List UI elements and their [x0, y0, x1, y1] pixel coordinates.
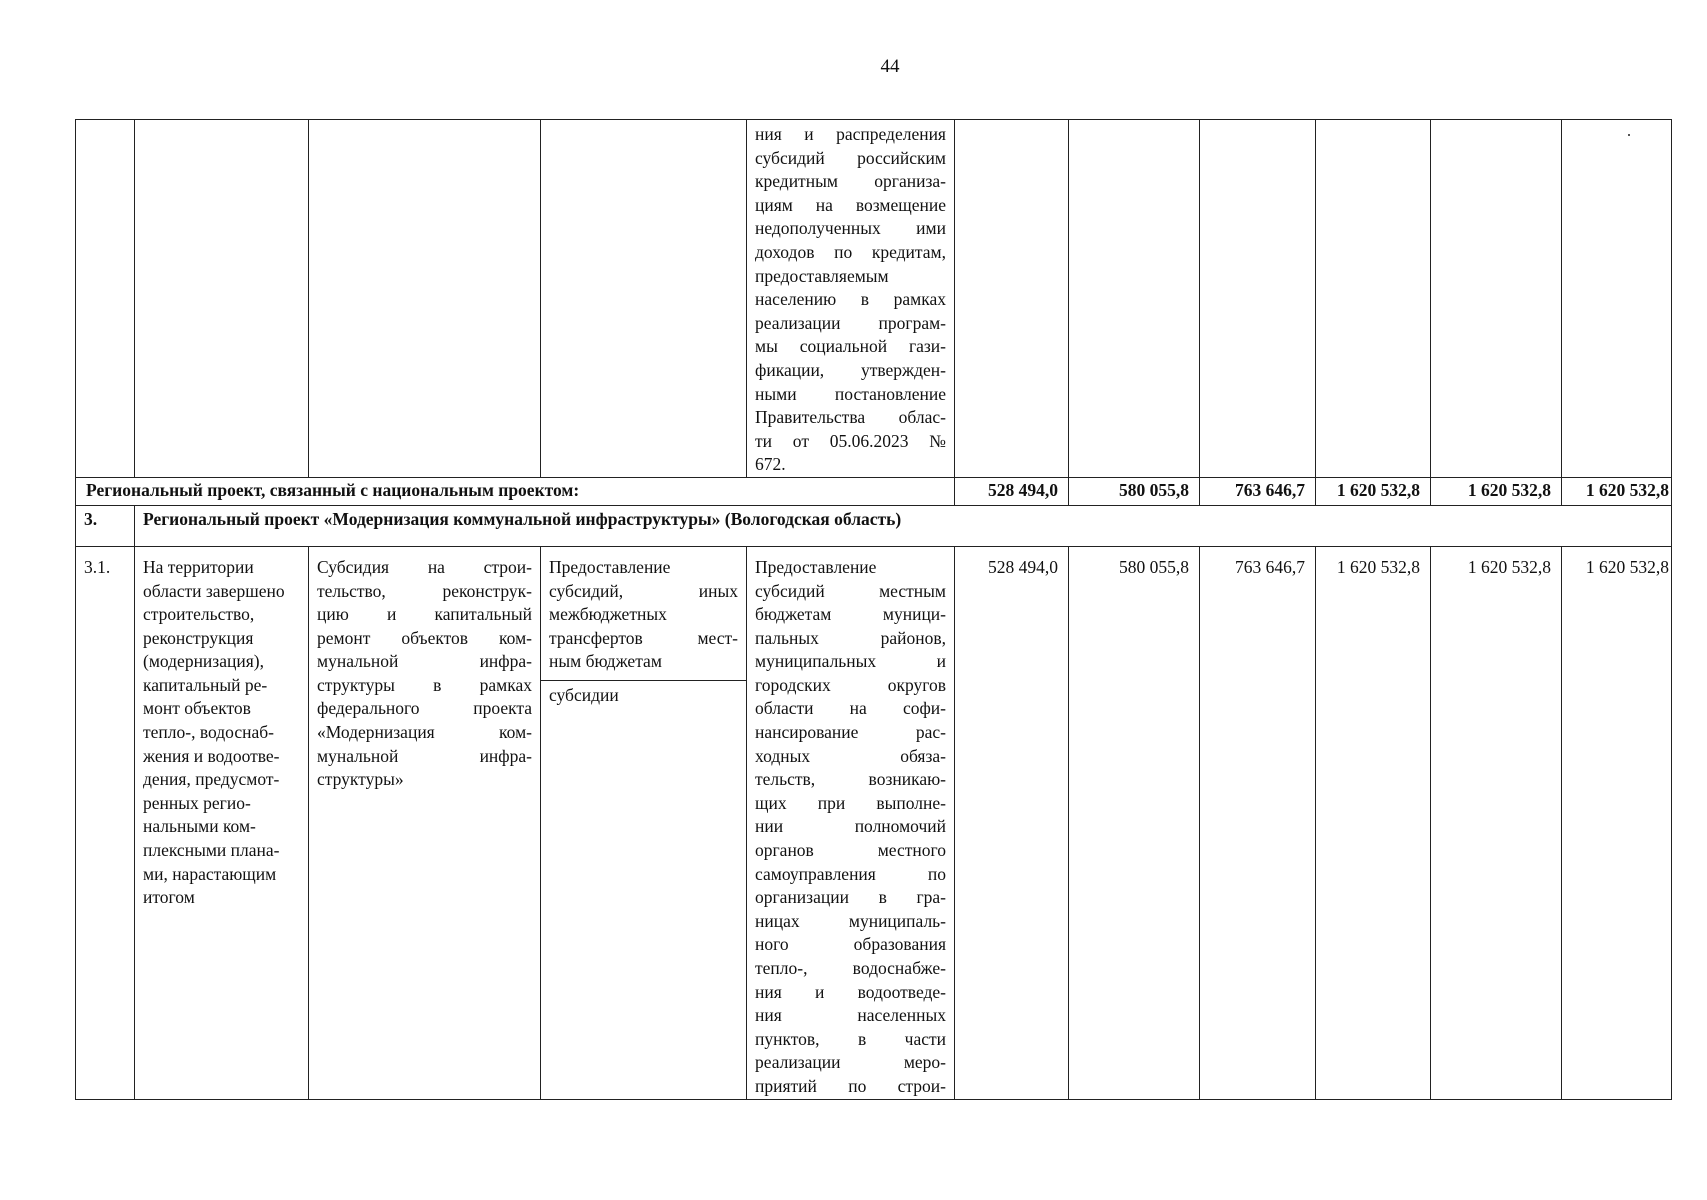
cell-empty	[955, 120, 1069, 478]
item-value-5: 1 620 532,8	[1431, 546, 1562, 1099]
item-value-1: 528 494,0	[955, 546, 1069, 1099]
item-characteristic: Предоставление субсидий местным бюджетам муници- пальных районов, муниципальных и городских округов области на софи- нансирование рас- ходных обяза- тельств, возникаю- щих при выполне- нии полномочий органов местного самоуправления по организации в гра- ницах муниципаль- ного образования тепло-, водоснабже- ния и водоотведе- ния населенных пунктов, в части реализации меро- приятий по строи-	[747, 546, 955, 1099]
total-value-6: 1 620 532,8	[1562, 477, 1672, 505]
cell-empty	[541, 120, 747, 478]
total-value-5: 1 620 532,8	[1431, 477, 1562, 505]
cell-empty	[309, 120, 541, 478]
cell-empty	[1431, 120, 1562, 478]
continuation-row	[76, 120, 1672, 478]
item-number: 3.1.	[76, 546, 135, 1099]
item-type	[541, 546, 747, 1099]
section-row	[76, 505, 1672, 546]
item-value-6: 1 620 532,8	[1562, 546, 1672, 1099]
total-row	[76, 477, 1672, 505]
item-result: На территории области завершено строительство, реконструкция (модернизация), капитальный ре- монт объектов тепло-, водоснаб- жения и водоотве- дения, предусмот- ренных регио- нальными ком- плексными плана- ми, нарастающим итогом	[135, 546, 309, 1099]
page-number: 44	[880, 56, 900, 77]
item-value-3: 763 646,7	[1200, 546, 1316, 1099]
continuation-text: ния и распределения субсидий российским кредитным организа- циям на возмещение недополученных ими доходов по кредитам, предоставляемым населению в рамках реализации програм- мы социальной гази- фикации, утвержден- ными постановление Правительства облас- ти от 05.06.2023 № 672.	[747, 120, 955, 478]
item-value-4: 1 620 532,8	[1316, 546, 1431, 1099]
item-type-top: Предоставление субсидий, иных межбюджетных трансфертов мест- ным бюджетам	[541, 547, 746, 681]
cell-empty	[76, 120, 135, 478]
cell-empty	[1069, 120, 1200, 478]
cell-empty	[1562, 120, 1672, 478]
item-measure: Субсидия на строи- тельство, реконструк- цию и капитальный ремонт объектов ком- мунальной инфра- структуры в рамках федерального проекта «Модернизация ком- мунальной инфра- структуры»	[309, 546, 541, 1099]
cell-empty	[1316, 120, 1431, 478]
budget-table	[75, 119, 1672, 1100]
total-value-3: 763 646,7	[1200, 477, 1316, 505]
total-label: Региональный проект, связанный с национальным проектом:	[76, 477, 955, 505]
section-title: Региональный проект «Модернизация коммунальной инфраструктуры» (Вологодская область)	[135, 505, 1672, 546]
total-value-4: 1 620 532,8	[1316, 477, 1431, 505]
section-number: 3.	[76, 505, 135, 546]
item-value-2: 580 055,8	[1069, 546, 1200, 1099]
item-row	[76, 546, 1672, 1099]
total-value-2: 580 055,8	[1069, 477, 1200, 505]
cell-empty	[1200, 120, 1316, 478]
cell-empty	[135, 120, 309, 478]
total-value-1: 528 494,0	[955, 477, 1069, 505]
item-type-bottom: субсидии	[549, 684, 619, 705]
